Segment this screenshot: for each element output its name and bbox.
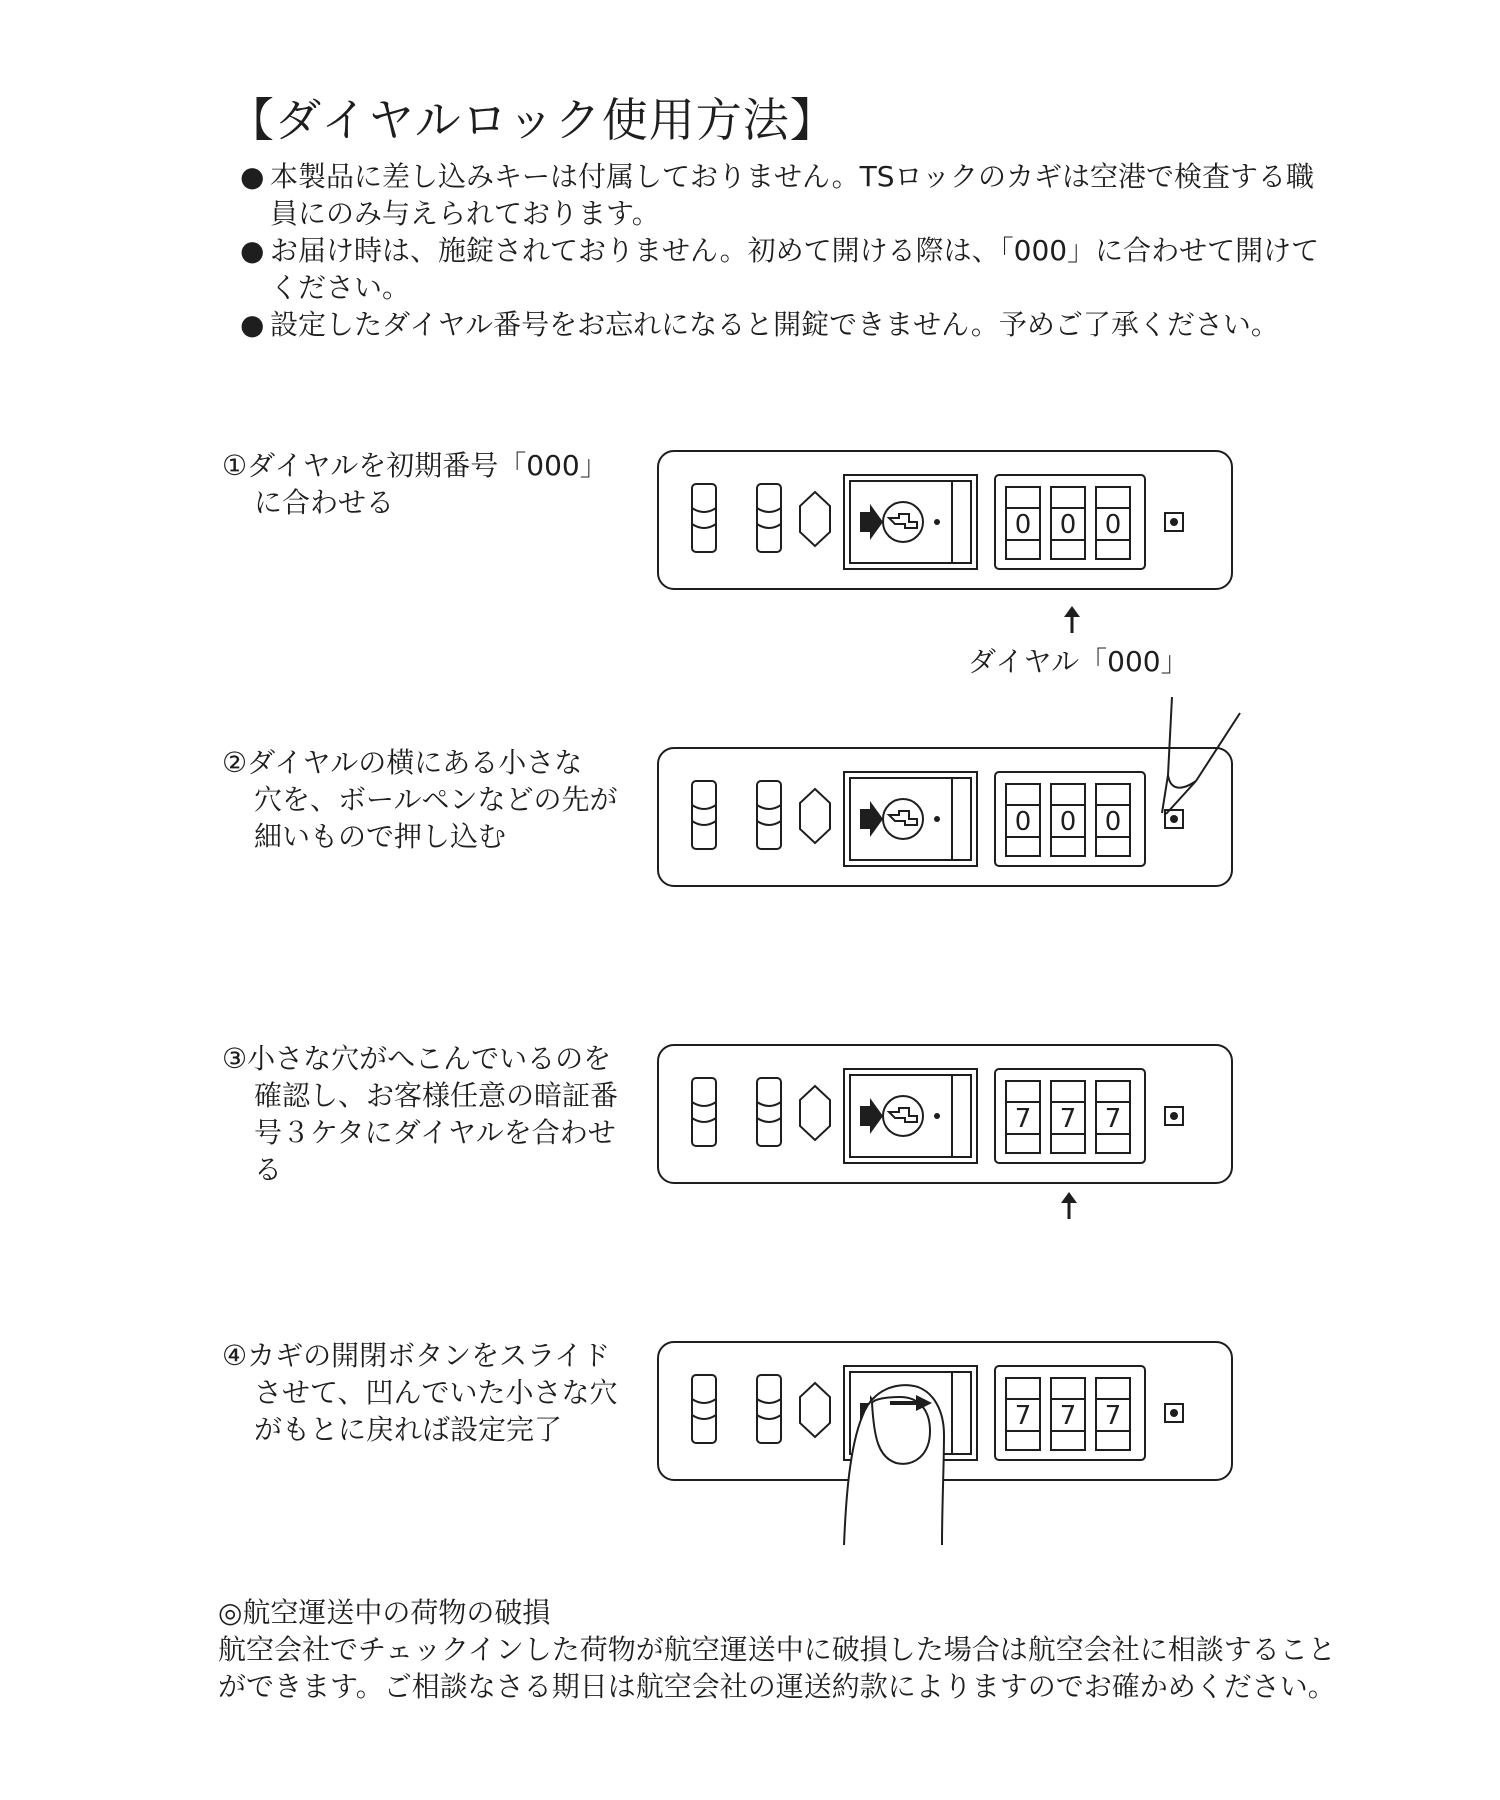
dial-digit: 7 xyxy=(1059,1104,1077,1134)
step-number: ④ xyxy=(222,1339,248,1372)
dial-digit: 7 xyxy=(1014,1401,1032,1431)
dial-wheel xyxy=(1006,1081,1040,1153)
dial-wheel xyxy=(1051,1081,1085,1153)
notice-text: 本製品に差し込みキーは付属しておりません。TSロックのカギは空港で検査する職員にのみ与えられております。 xyxy=(270,160,1315,230)
slot-icon xyxy=(757,781,781,849)
step-2-text xyxy=(222,744,642,855)
arrow-icon xyxy=(860,1098,883,1134)
notice-item xyxy=(240,232,1340,306)
dial-wheel xyxy=(1051,1378,1085,1450)
hexagon-icon xyxy=(800,1086,830,1140)
step-number: ② xyxy=(222,746,248,779)
step-1-text xyxy=(222,447,642,521)
dot-icon xyxy=(934,816,940,822)
finger-icon xyxy=(838,1375,948,1555)
step-line: ダイヤルの横にある小さな xyxy=(247,746,583,779)
dial-digit: 0 xyxy=(1104,510,1122,540)
note-body: 航空会社でチェックインした荷物が航空運送中に破損した場合は航空会社に相談することができます。ご相談なさる期日は航空会社の運送約款によりますのでお確かめください。 xyxy=(218,1633,1336,1703)
step-3-text xyxy=(222,1040,642,1188)
hexagon-icon xyxy=(800,789,830,843)
dial-wheel xyxy=(1051,487,1085,559)
page-title: 【ダイヤルロック使用方法】 xyxy=(228,93,837,147)
dial-wheel xyxy=(1006,487,1040,559)
keyhole-icon xyxy=(889,1108,917,1122)
note-heading: ◎航空運送中の荷物の破損 xyxy=(218,1596,551,1629)
dial-digit: 0 xyxy=(1104,807,1122,837)
reset-hole-dot xyxy=(1170,518,1178,526)
dial-wheel xyxy=(1051,784,1085,856)
step-line: 確認し、お客様任意の暗証番号３ケタにダイヤルを合わせる xyxy=(254,1079,619,1186)
slot-icon xyxy=(757,1375,781,1443)
slot-icon xyxy=(692,484,716,552)
up-arrow-icon xyxy=(1060,606,1084,634)
step-4-text xyxy=(222,1337,642,1448)
dot-icon xyxy=(934,1113,940,1119)
dial-wheel xyxy=(1096,1378,1130,1450)
notice-text: お届け時は、施錠されておりません。初めて開ける際は、「000」に合わせて開けてください。 xyxy=(270,234,1320,304)
dial-digit: 0 xyxy=(1014,807,1032,837)
dial-wheel xyxy=(1096,1081,1130,1153)
dial-wheel xyxy=(1096,487,1130,559)
notice-list xyxy=(240,158,1340,343)
notice-text: 設定したダイヤル番号をお忘れになると開錠できません。予めご了承ください。 xyxy=(270,308,1279,341)
notice-item xyxy=(240,158,1340,232)
keyhole-icon xyxy=(889,811,917,825)
bullet-icon: ● xyxy=(240,160,265,193)
arrow-icon xyxy=(860,801,883,837)
dial-wheel xyxy=(1006,784,1040,856)
dial-digit: 7 xyxy=(1104,1104,1122,1134)
dial-caption: ダイヤル「000」 xyxy=(968,645,1189,678)
dial-digit: 0 xyxy=(1059,510,1077,540)
arrow-icon xyxy=(860,504,883,540)
step-number: ① xyxy=(222,449,248,482)
dial-digit: 7 xyxy=(1014,1104,1032,1134)
hexagon-icon xyxy=(800,492,830,546)
reset-hole-dot xyxy=(1170,1112,1178,1120)
dial-wheel xyxy=(1006,1378,1040,1450)
dial-digit: 7 xyxy=(1059,1401,1077,1431)
slot-icon xyxy=(692,1078,716,1146)
step-line: 穴を、ボールペンなどの先が細いもので押し込む xyxy=(254,783,618,853)
slot-icon xyxy=(757,484,781,552)
step-line: ダイヤルを初期番号「000」 xyxy=(247,449,608,482)
lock-illustration-2 xyxy=(657,747,1233,887)
slot-icon xyxy=(757,1078,781,1146)
pen-icon xyxy=(1150,695,1250,830)
step-number: ③ xyxy=(222,1042,248,1075)
bullet-icon: ● xyxy=(240,234,265,267)
note-section xyxy=(218,1594,1338,1705)
step-line: 小さな穴がへこんでいるのを xyxy=(247,1042,612,1075)
lock-illustration-3 xyxy=(657,1044,1233,1184)
step-line: に合わせる xyxy=(254,486,395,519)
keyhole-icon xyxy=(889,514,917,528)
slot-icon xyxy=(692,781,716,849)
dial-digit: 7 xyxy=(1104,1401,1122,1431)
slot-icon xyxy=(692,1375,716,1443)
step-line: カギの開閉ボタンをスライド xyxy=(247,1339,611,1372)
notice-item xyxy=(240,306,1340,343)
hexagon-icon xyxy=(800,1383,830,1437)
dial-wheel xyxy=(1096,784,1130,856)
dial-digit: 0 xyxy=(1014,510,1032,540)
up-arrow-icon xyxy=(1057,1192,1081,1220)
reset-hole-dot xyxy=(1170,1409,1178,1417)
bullet-icon: ● xyxy=(240,308,265,341)
dial-digit: 0 xyxy=(1059,807,1077,837)
step-line: させて、凹んでいた小さな穴がもとに戻れば設定完了 xyxy=(254,1376,618,1446)
lock-illustration-1 xyxy=(657,450,1233,590)
dot-icon xyxy=(934,519,940,525)
